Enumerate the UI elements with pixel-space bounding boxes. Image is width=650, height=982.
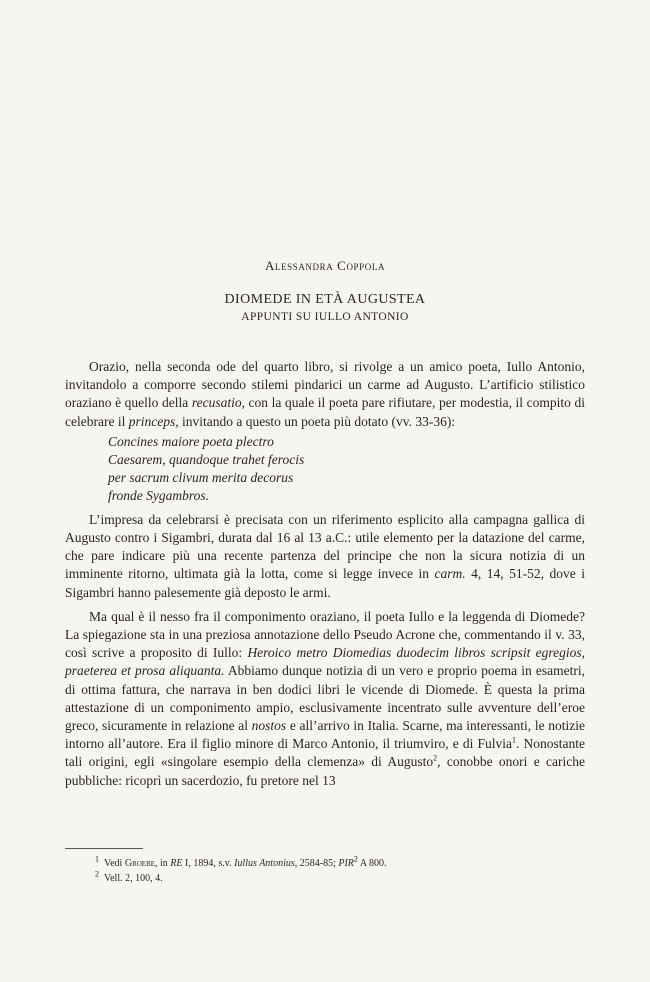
italic-quote: Heroico metro Diomedias duodecim libros scripsit egregios, praeterea et prosa aliquanta. — [65, 645, 585, 679]
article-subtitle: APPUNTI SU IULLO ANTONIO — [241, 311, 409, 323]
footnote-2 — [95, 871, 575, 886]
text-run: , con la quale il poeta pare rifiutare, per modestia, il compito di celebrare il — [65, 395, 585, 429]
superscript: 2 — [353, 854, 358, 864]
verse-line: per sacrum clivum merita decorus — [108, 469, 294, 485]
text-run: , in — [155, 858, 171, 869]
paragraph-1 — [65, 358, 585, 431]
text-run: 4, 14, 51-52, dove i Sigambri hanno palesemente già deposto le armi. — [65, 566, 585, 600]
footnote-number: 2 — [95, 869, 99, 879]
footnote-ref: 2 — [433, 753, 438, 763]
text-run: Orazio, nella seconda ode del quarto libro, si rivolge a un amico poeta, Iullo Antonio, invitandolo a comporre secondo stilemi pindarici un carme ad Augusto. L’artificio stilistico oraziano è quello della — [65, 359, 585, 411]
paragraph-2 — [65, 511, 585, 602]
text-run: , 2584-85; — [294, 858, 339, 869]
text-run: Ma qual è il nesso fra il componimento oraziano, il poeta Iullo e la leggenda di Diomede? La spiegazione sta in una preziosa annotazione dello Pseudo Acrone che, commentando il v. 33, così scrive a proposito di Iullo: — [65, 608, 585, 661]
verse-line: Concines maiore poeta plectro — [108, 433, 274, 449]
text-run: e all’arrivo in Italia. Scarne, ma interessanti, le notizie intorno all’autore. Era il figlio minore di Marco Antonio, il triumviro, e di Fulvia — [65, 718, 585, 752]
footnote-divider — [65, 848, 143, 849]
cited-author: Groebe — [124, 858, 156, 869]
text-run: Abbiamo dunque notizia di un vero e proprio poema in esametri, di ottima fattura, che narrava in ben dodici libri le vicende di Diomede. È questa la prima attestazione di un componimento ampio, esclusivamente incentrato sulle avventure dell’eroe greco, sicuramente in relazione al — [65, 663, 585, 734]
body-text — [65, 358, 585, 790]
italic-term: princeps — [128, 413, 176, 429]
author-name: Alessandra Coppola — [264, 258, 386, 273]
footnote-ref: 1 — [512, 735, 516, 745]
text-run: Vell. 2, 100, 4. — [104, 873, 163, 884]
italic-term: PIR — [338, 858, 354, 869]
footnote-1 — [95, 856, 575, 871]
text-run: . Nonostante tali origini, egli «singolare esempio della clemenza» di Augusto — [65, 736, 585, 770]
footnote-number: 1 — [95, 854, 99, 864]
italic-term: recusatio — [191, 395, 242, 411]
text-run: Vedi — [104, 858, 125, 869]
text-run: L’impresa da celebrarsi è precisata con un riferimento esplicito alla campagna gallica di Augusto contro i Sigambri, durata dal 16 al 13 a.C.: utile elemento per la datazione del carme, che pare indicare più una recente partenza del principe che non la sicura notizia di un imminente ritorno, ultimata già la lotta, come si legge invece in — [65, 511, 585, 582]
italic-term: Iullus Antonius — [234, 858, 295, 869]
italic-term: nostos — [251, 718, 287, 734]
paragraph-3 — [65, 608, 585, 790]
article-title: DIOMEDE IN ETÀ AUGUSTEA — [224, 292, 426, 307]
verse-quotation — [108, 433, 585, 505]
italic-term: RE — [170, 858, 183, 869]
text-run: A 800. — [357, 858, 387, 869]
text-run: , conobbe onori e cariche pubbliche: ricoprì un sacerdozio, fu pretore nel 13 — [65, 754, 585, 788]
text-run: I, 1894, s.v. — [182, 858, 235, 869]
verse-line: fronde Sygambros. — [108, 487, 209, 503]
italic-term: carm. — [434, 566, 466, 582]
footnotes — [95, 856, 575, 886]
verse-line: Caesarem, quandoque trahet ferocis — [108, 451, 305, 467]
text-run: , invitando a questo un poeta più dotato (vv. 33-36): — [175, 413, 456, 429]
